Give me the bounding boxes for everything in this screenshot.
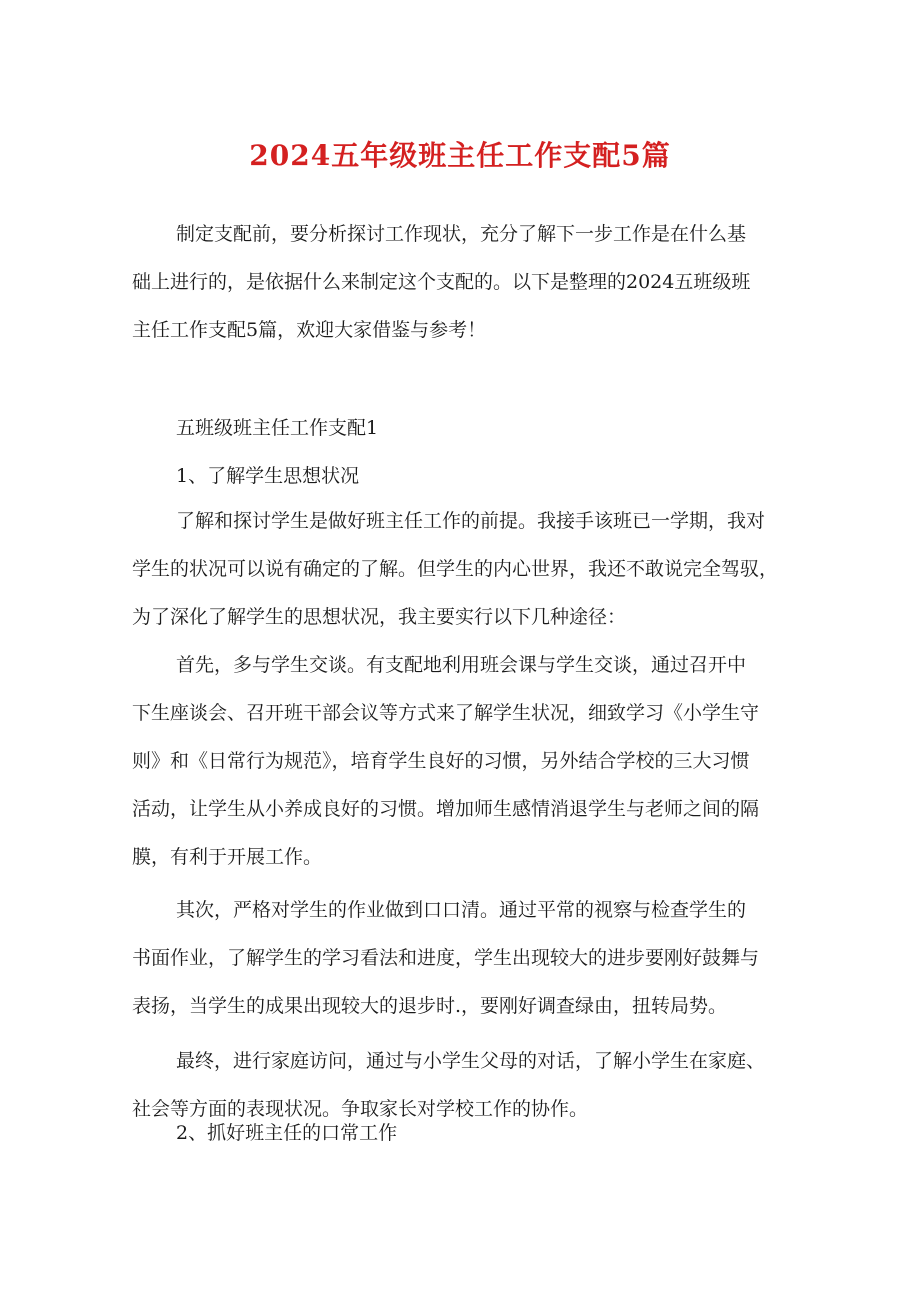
paragraph-line: 膜，有利于开展工作。 (132, 846, 323, 868)
paragraph-line: 表扬，当学生的成果出现较大的退步时.，要刚好调查绿由，扭转局势。 (132, 995, 728, 1017)
intro-paragraph (132, 210, 792, 354)
paragraph-line: 为了深化了解学生的思想状况，我主要实行以下几种途径： (132, 606, 627, 628)
intro-line: 主任工作支配5篇，欢迎大家借鉴与参考！ (132, 319, 487, 341)
document-title: 2024五年级班主任工作支配5篇 (249, 139, 671, 172)
paragraph-line: 其次，严格对学生的作业做到口口清。通过平常的视察与检查学生的 (176, 899, 747, 921)
paragraph-line: 社会等方面的表现状况。争取家长对学校工作的协作。 (132, 1098, 589, 1120)
item-2-heading: 2、抓好班主任的口常工作 (176, 1122, 398, 1144)
paragraph-first (132, 641, 792, 881)
paragraph-line: 则》和《日常行为规范》，培育学生良好的习惯，另外结合学校的三大习惯 (132, 750, 750, 772)
intro-line: 础上进行的，是依据什么来制定这个支配的。以下是整理的2024五班级班 (132, 271, 751, 293)
paragraph-line: 首先，多与学生交谈。有支配地利用班会课与学生交谈，通过召开中 (176, 654, 747, 676)
paragraph-line: 最终，进行家庭访问，通过与小学生父母的对话，了解小学生在家庭、 (176, 1050, 766, 1072)
paragraph-line: 书面作业，了解学生的学习看法和进度，学生出现较大的进步要刚好鼓舞与 (132, 947, 760, 969)
paragraph-line: 了解和探讨学生是做好班主任工作的前提。我接手该班已一学期，我对 (176, 510, 766, 532)
paragraph-second (132, 886, 792, 1030)
intro-line: 制定支配前，要分析探讨工作现状，充分了解下一步工作是在什么基 (176, 223, 747, 245)
paragraph-understanding (132, 497, 792, 641)
paragraph-line: 学生的状况可以说有确定的了解。但学生的内心世界，我还不敢说完全驾驭， (132, 558, 779, 580)
item-1-heading: 1、了解学生思想状况 (176, 465, 360, 487)
paragraph-line: 活动，让学生从小养成良好的习惯。增加师生感情消退学生与老师之间的隔 (132, 798, 760, 820)
section-1-title: 五班级班主任工作支配1 (176, 417, 379, 439)
paragraph-line: 下生座谈会、召开班干部会议等方式来了解学生状况，细致学习《小学生守 (132, 702, 760, 724)
